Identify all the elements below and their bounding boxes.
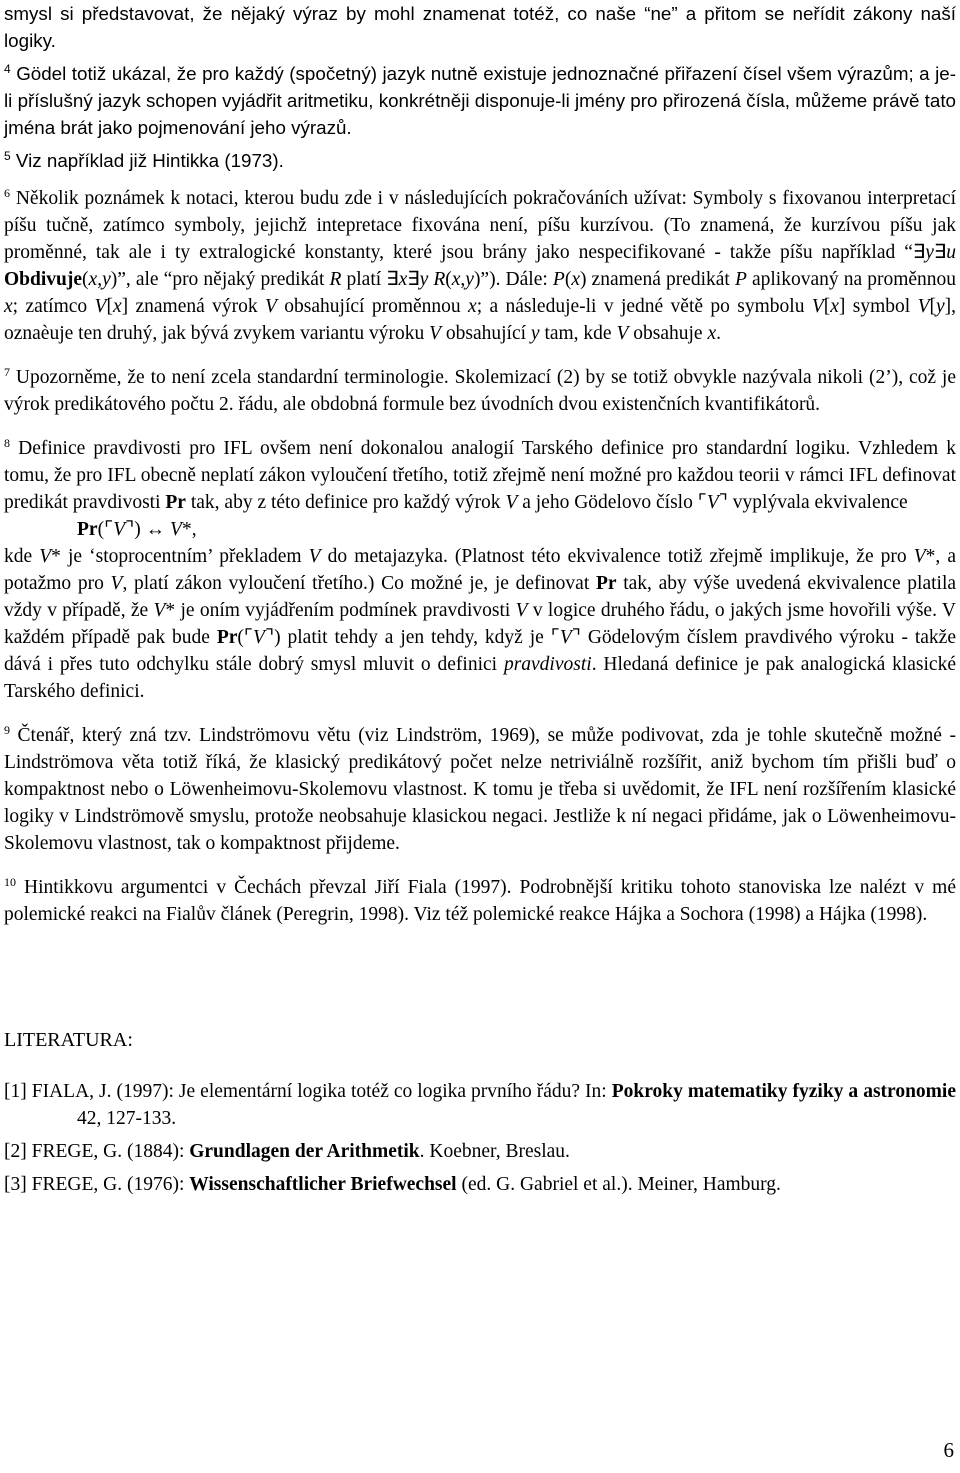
text: v logice druhého řádu, o jakých jsme hovořili výše. V každém případě pak bude [4,600,956,648]
text: obsahující proměnnou [276,296,469,317]
var: V [616,323,629,344]
var: y [530,323,540,344]
text: ) znamená predikát [579,269,735,290]
reference-text: (ed. G. Gabriel et al.). Meiner, Hamburg. [456,1174,781,1195]
text: , platí zákon vyloučení třetího.) Co možné je, je definovat [122,573,596,594]
var: V [308,546,321,567]
text: platí ∃ [341,269,399,290]
var: x [451,269,461,290]
var: V [505,492,518,513]
var: u [946,242,956,263]
footnote-5-text: Viz například již Hintikka (1973). [15,150,284,171]
var: P [734,269,747,290]
text: kde [4,546,40,567]
text: ] znamená výrok [121,296,266,317]
var: y [102,269,111,290]
footnote-9 [4,722,956,857]
var: y [936,296,945,317]
emphasis: pravdivosti [503,654,592,675]
text: ], oznaèuje ten druhý, jak bývá zvykem variantu výroku [4,296,957,344]
footnote-7-number: 7 [4,365,10,379]
var: R [329,269,342,290]
var: V [170,519,182,540]
text: ⌝) platit tehdy a jen tehdy, když je ⌜ [264,627,560,648]
constant: Obdivuje [4,269,83,290]
text: aplikovaný na proměnnou [746,269,957,290]
footnote-4-number: 4 [4,62,11,76]
footnote-7 [4,364,956,418]
var: x [4,296,13,317]
text: do metajazyka. (Platnost této ekvivalence totiž zřejmě implikuje, že pro [320,546,914,567]
text: ⌝ Gödelovým číslem pravdivého výroku - takže dává i přes tuto odchylku stále dobrý smysl mluvit o definici [4,627,956,675]
constant: Pr [216,627,238,648]
var: V [39,546,52,567]
text: * je ‘stoprocentním’ překladem [51,546,309,567]
text: Několik poznámek k notaci, kterou budu zde i v následujících pokračováních užívat: Symboly s fixovanou interpretací píšu tučně, zatímco symboly, jejichž intepretace fixována není, píšu kurzívou. (To znamená, že kurzívou píšu jak proměnné, tak ale i ty extralogické konstanty, které jsou brány jako nespecifikované - takže píšu například “∃ [4,188,957,263]
var: V [113,519,126,540]
var: y [925,242,934,263]
reference-2 [4,1138,956,1165]
var: x [88,269,98,290]
footnote-4-text: Gödel totiž ukázal, že pro každý (spočetný) jazyk nutně existuje jednoznačné přiřazení čísel všem výrazům; a je-li příslušný jazyk schopen vyjádřit aritmetiku, konkrétněji disponuje-li jmény pro přirozená čísla, můžeme právě tato jména brát jako pojmenování jeho výrazů. [4,63,956,138]
text: *, a potažmo pro [4,546,957,594]
text: *, [181,519,197,540]
var: V [265,296,277,317]
text: obsahuje [628,323,708,344]
quantifier: ∃ [933,242,947,263]
text: ( [445,269,452,290]
footnote-5 [4,147,956,174]
reference-title: Wissenschaftlicher Briefwechsel [189,1174,457,1195]
literature-heading: LITERATURA: [4,1029,133,1051]
var: V [706,492,719,513]
footnote-8-continued [4,543,956,705]
text: Definice pravdivosti pro IFL ovšem není dokonalou analogií Tarského definice pro standardní logiku. Vzhledem k tomu, že pro IFL obecně neplatí zákon vyloučení třetího, totiž zřejmě není možné pro každou teorii v rámci IFL definovat predikát pravdivosti [4,438,957,513]
reference-text: [1] FIALA, J. (1997): Je elementární logika totéž co logika prvního řádu? In: [4,1081,612,1102]
var: V [913,546,926,567]
document-page [4,0,956,1198]
text: [ [106,296,113,317]
var: V [429,323,441,344]
footnote-7-text: Upozorněme, že to není zcela standardní terminologie. Skolemizací (2) by se totiž obvykle nazývala nikoli (2’), což je výrok predikátového počtu 2. řádu, ale obdobná formule bez úvodních dvou existenčních kvantifikátorů. [4,367,957,415]
text: )”). Dále: [473,269,553,290]
text: ⌝) ↔ [125,519,171,540]
text: a jeho Gödelovo číslo ⌜ [517,492,707,513]
footnote-10-text: Hintikkovu argumentci v Čechách převzal Jiří Fiala (1997). Podrobnější kritiku tohoto stanoviska lze nalézt v mé polemické reakci na Fialův článek (Peregrin, 1998). Viz též polemické reakce Hájka a Sochora (1998) a Hájka (1998). [4,877,956,925]
var: x [468,296,477,317]
text: ] symbol [838,296,918,317]
var: P [552,269,565,290]
reference-text: [3] FREGE, G. (1976): [4,1174,190,1195]
reference-title: Grundlagen der Arithmetik [189,1141,420,1162]
quantifier: ∃ [407,269,420,290]
reference-text: 42, 127-133. [77,1108,177,1129]
var: x [112,296,122,317]
reference-title: Pokroky matematiky fyziky a astronomie [611,1081,956,1102]
var: x [707,323,717,344]
text: tam, kde [539,323,617,344]
var: V [110,573,123,594]
text: ( [82,269,89,290]
var: y R [419,269,446,290]
var: x [571,269,580,290]
footnote-10 [4,874,956,928]
footnote-8 [4,435,956,516]
var: V [94,296,107,317]
text: * je oním vyjádřením podmínek pravdivosti [165,600,516,621]
equivalence-formula [4,516,956,543]
reference-text: [2] FREGE, G. (1884): [4,1141,190,1162]
constant: Pr [77,519,98,540]
constant: Pr [595,573,617,594]
footnote-9-text: Čtenář, který zná tzv. Lindströmovu větu (viz Lindström, 1969), se může podivovat, zda je tohle skutečně možné - Lindströmova věta totiž říká, že klasický predikátový počet nelze netriviálně rozšířit, aniž bychom tím přišli buď o kompaktnost nebo o Löwenheimovu-Skolemovu vlastnost. K tomu je třeba si uvědomit, že IFL není rozšířením klasické logiky v Lindströmově smyslu, protože neobsahuje klasickou negaci. Jestliže k ní negaci přidáme, jak o Löwenheimovu-Skolemovu vlastnost, tak o kompaktnost přijdeme. [4,725,956,854]
footnote-9-number: 9 [4,723,10,737]
var: y [465,269,474,290]
var: V [559,627,572,648]
text: ⌝ vyplývala ekvivalence [718,492,908,513]
text: , [460,269,466,290]
footnote-8-number: 8 [4,436,10,450]
var: V [515,600,528,621]
reference-1 [4,1078,956,1132]
text: , [97,269,103,290]
text: [ [929,296,936,317]
text: ; zatímco [12,296,95,317]
text: obsahující [441,323,531,344]
text: )”, ale “pro nějaký predikát [110,269,330,290]
var: V [811,296,824,317]
var: V [917,296,930,317]
reference-3 [4,1171,956,1198]
footnote-5-number: 5 [4,149,11,163]
text: (⌜ [97,519,114,540]
text: [ [823,296,831,317]
footnote-10-number: 10 [4,875,16,889]
var: x [830,296,839,317]
footnote-continuation: smysl si představovat, že nějaký výraz by mohl znamenat totéž, co naše “ne” a přitom se neřídit zákony naší logiky. [4,3,956,51]
page-number: 6 [943,1438,954,1462]
text: . Hledaná definice je pak analogická klasické Tarského definici. [4,654,956,702]
text: . [716,323,721,344]
footnote-6 [4,185,956,347]
text: tak, aby z této definice pro každý výrok [185,492,506,513]
text: ; a následuje-li v jedné větě po symbolu [476,296,812,317]
text: (⌜ [237,627,254,648]
text: tak, aby výše uvedená ekvivalence platila vždy v případě, že [4,573,957,621]
reference-text: . Koebner, Breslau. [419,1141,570,1162]
text: ( [564,269,572,290]
constant: Pr [165,492,186,513]
var: V [253,627,265,648]
var: V [153,600,166,621]
footnote-4 [4,60,956,141]
footnote-6-number: 6 [4,186,10,200]
var: x [398,269,408,290]
